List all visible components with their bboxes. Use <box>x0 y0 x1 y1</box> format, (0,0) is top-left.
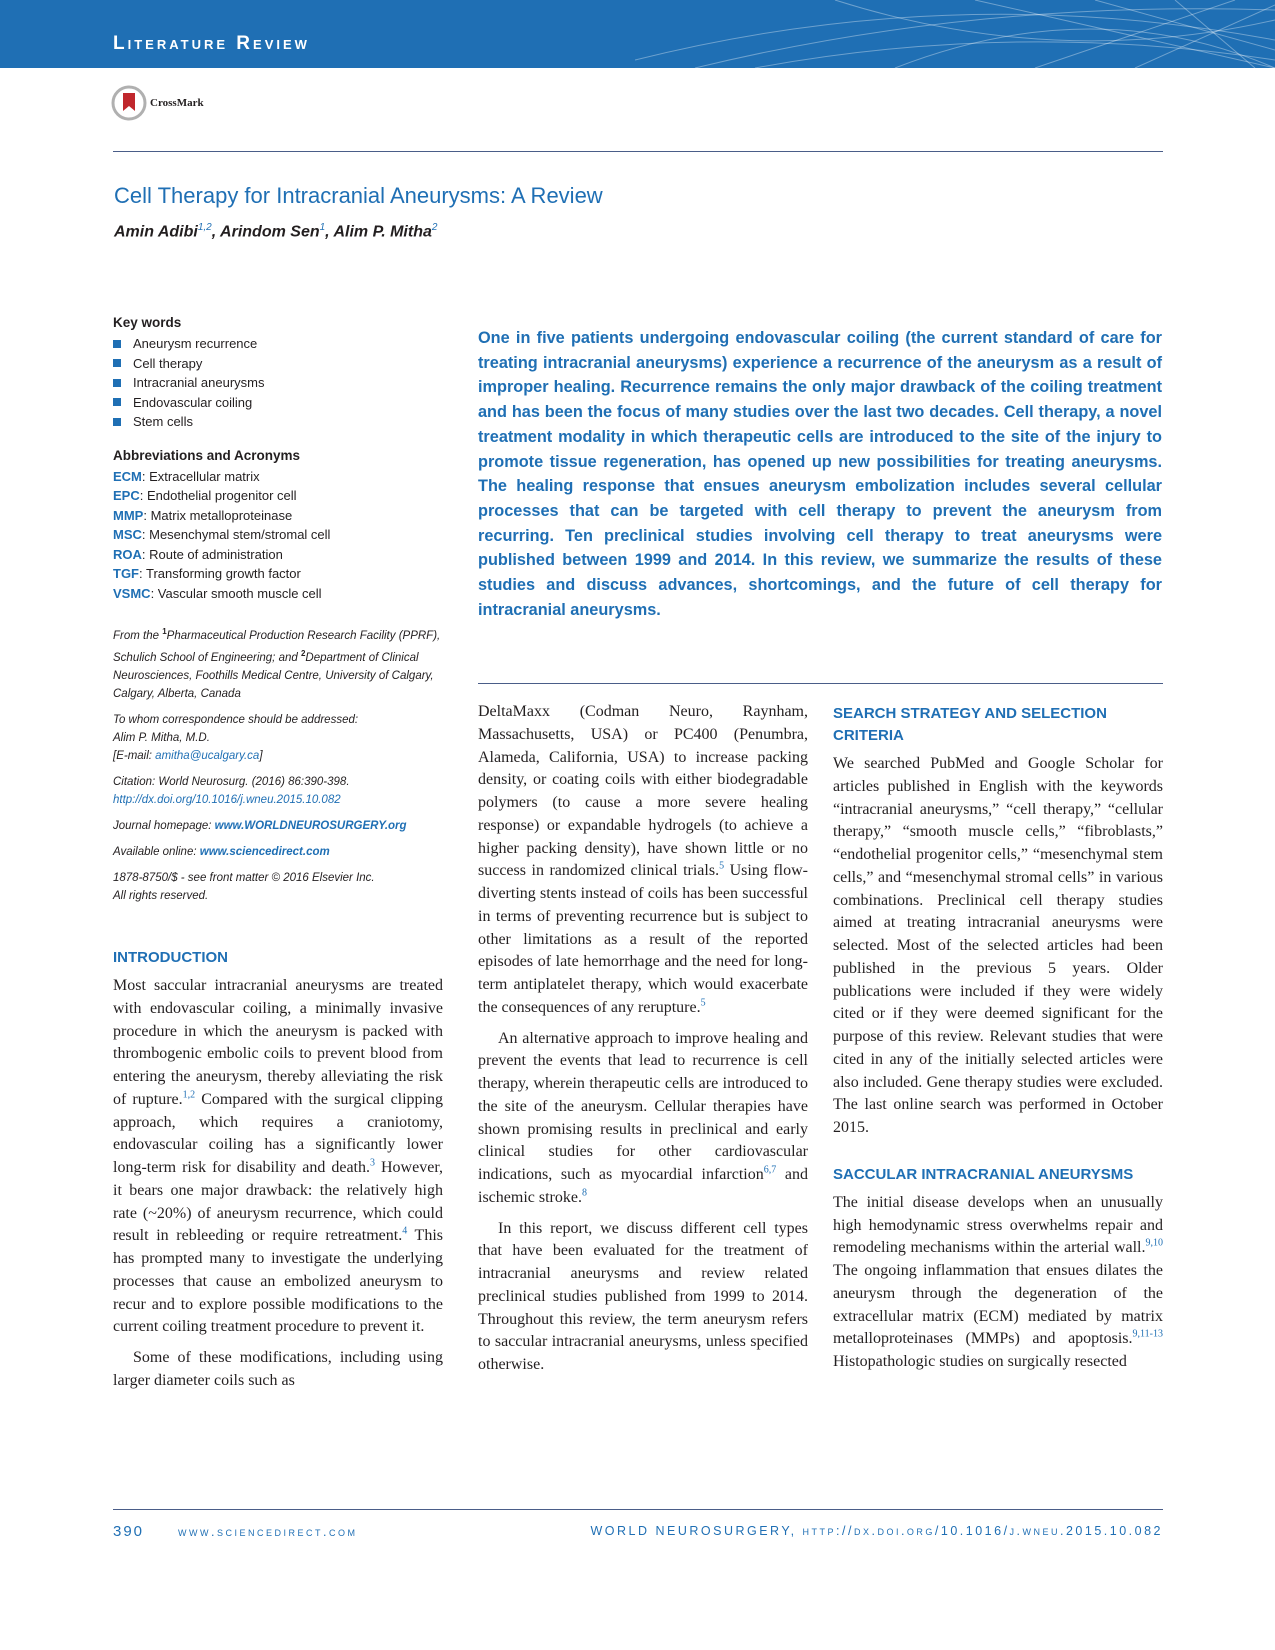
journal-homepage-label: Journal homepage: <box>113 819 215 832</box>
keyword-item <box>113 373 443 393</box>
copyright <box>113 869 443 905</box>
crossmark-label: CrossMark <box>150 97 204 109</box>
crossmark-icon <box>111 85 147 121</box>
journal-homepage-link[interactable]: www.WORLDNEUROSURGERY.org <box>214 819 407 832</box>
reference-link[interactable]: 3 <box>370 1157 376 1169</box>
abbreviation-item <box>113 545 443 565</box>
paragraph-text: DeltaMaxx (Codman Neuro, Raynham, Massachusetts, USA) or PC400 (Penumbra, Alameda, California, USA) to increase packing density, or coating coils with either biodegradable polymers (to cause a more severe healing response) or expandable hydrogels (to achieve a higher packing density), have shown little or no success in randomized clinical trials. <box>478 703 808 880</box>
bullet-square-icon <box>113 398 121 406</box>
search-strategy-heading: SEARCH STRATEGY AND SELECTION CRITERIA <box>833 705 1107 744</box>
abbreviation-key: EPC <box>113 488 140 503</box>
body-column-2 <box>478 701 808 1377</box>
reference-link[interactable]: 4 <box>402 1225 408 1237</box>
abbreviation-value: : Matrix metalloproteinase <box>143 507 293 523</box>
sciencedirect-link[interactable]: www.sciencedirect.com <box>199 845 330 858</box>
footer-journal-citation <box>590 1524 1163 1538</box>
copyright-line: 1878-8750/$ - see front matter © 2016 Elsevier Inc. <box>113 871 375 884</box>
footer-journal-name: WORLD NEUROSURGERY <box>590 1524 791 1538</box>
available-online-label: Available online: <box>113 845 200 858</box>
author-affiliation-ref: 1,2 <box>197 222 212 233</box>
affiliation-text: Department of Clinical Neurosciences, Foothills Medical Centre, University of Calgary, Calgary, Alberta, Canada <box>113 651 434 700</box>
paragraph-text: Histopathologic studies on surgically resected <box>833 1353 1127 1370</box>
keyword-item <box>113 393 443 413</box>
paragraph: We searched PubMed and Google Scholar for articles published in English with the keywords “intracranial aneurysms,” “cell therapy,” “cellular therapy,” “smooth muscle cells,” “fibroblasts,” “endothelial progenitor cells,” “mesenchymal stem cells,” and “mesenchymal stromal cells” in various combinations. Preclinical cell therapy studies aimed at treating intracranial aneurysms were selected. Most of the selected articles had been published in the previous 5 years. Older publications were included if they were widely cited or if they were deemed significant for the purpose of this review. Relevant studies that were cited in any of the initially selected articles were also included. Gene therapy studies were excluded. The last online search was performed in October 2015. <box>833 755 1163 1136</box>
paragraph-text: The initial disease develops when an unusually high hemodynamic stress overwhelms repair and remodeling mechanisms within the arterial wall. <box>833 1193 1163 1257</box>
article-title: Cell Therapy for Intracranial Aneurysms: A Review <box>114 183 603 208</box>
footer-doi-link[interactable]: http://dx.doi.org/10.1016/j.wneu.2015.10.082 <box>802 1524 1163 1538</box>
correspondence-name: Alim P. Mitha, M.D. <box>113 731 210 744</box>
abbreviation-key: TGF <box>113 566 139 581</box>
abbreviation-item <box>113 467 443 487</box>
correspondence-line: To whom correspondence should be addressed: <box>113 713 359 726</box>
footer-rule <box>113 1509 1163 1510</box>
header-mesh-graphic <box>635 0 1275 68</box>
bullet-square-icon <box>113 359 121 367</box>
affiliation-text: From the <box>113 629 163 642</box>
abbreviation-key: ECM <box>113 468 142 484</box>
abbreviation-key: MSC <box>113 527 142 542</box>
abbreviation-key: ROA <box>113 546 142 562</box>
section-label: Literature Review <box>113 33 310 54</box>
footer-sciencedirect-link[interactable]: www.sciencedirect.com <box>178 1525 358 1539</box>
bullet-square-icon <box>113 418 121 426</box>
paragraph <box>478 1028 808 1210</box>
author-separator: , <box>211 223 221 241</box>
abstract: One in five patients undergoing endovascular coiling (the current standard of care for treating intracranial aneurysms) experience a recurrence of the aneurysm as a result of improper healing. Recurrence remains the only major drawback of the coiling treatment and has been the focus of many studies over the last two decades. Cell therapy, a novel treatment modality in which therapeutic cells are introduced to the site of the injury to promote tissue regeneration, has opened up new possibilities for treating aneurysms. The healing response that ensues aneurysm embolization includes several cellular processes that can be targeted with cell therapy to prevent the aneurysm from recurring. Ten preclinical studies involving cell therapy to treat aneurysms were published between 1999 and 2014. In this review, we summarize the results of these studies and discuss advances, shortcomings, and the future of cell therapy for intracranial aneurysms. <box>478 329 1162 619</box>
keyword-item <box>113 412 443 432</box>
reference-link[interactable]: 5 <box>700 997 706 1009</box>
author-name: Amin Adibi <box>114 223 198 241</box>
author-affiliation-ref: 1 <box>319 222 326 233</box>
affiliation <box>113 623 443 703</box>
abbreviation-item <box>113 584 443 604</box>
abbreviation-value: : Endothelial progenitor cell <box>139 488 297 503</box>
paragraph-text: Compared with the surgical clipping approach, which requires a craniotomy, endovascular coiling has a significantly lower long-term risk for disability and death. <box>113 1090 444 1176</box>
abbreviation-item <box>113 506 443 526</box>
header-rule <box>113 151 1163 152</box>
footer-separator: , <box>790 1524 803 1538</box>
body-column-3 <box>833 703 1163 1374</box>
paragraph <box>478 701 808 1020</box>
introduction-heading: INTRODUCTION <box>113 949 228 966</box>
reference-link[interactable]: 8 <box>581 1187 587 1199</box>
author-affiliation-ref: 2 <box>431 222 438 233</box>
bullet-square-icon <box>113 340 121 348</box>
reference-link[interactable]: 1,2 <box>182 1089 196 1101</box>
affiliation-text: Pharmaceutical Production Research Facility (PPRF), Schulich School of Engineering; and <box>113 629 441 664</box>
author-separator: , <box>325 223 334 241</box>
paragraph-text: An alternative approach to improve healing and prevent the events that lead to recurrence is cell therapy, wherein therapeutic cells are introduced to the site of the aneurysm. Cellular therapies have shown promising results in preclinical and early clinical studies for other cardiovascular indications, such as myocardial infarction <box>478 1029 808 1183</box>
paragraph-text: Most saccular intracranial aneurysms are treated with endovascular coiling, a minimally invasive procedure in which the aneurysm is packed with thrombogenic embolic coils to prevent blood from entering the aneurysm, thereby alleviating the risk of rupture. <box>113 977 443 1108</box>
available-online <box>113 843 443 861</box>
paragraph: Some of these modifications, including using larger diameter coils such as <box>113 1349 443 1389</box>
keyword-text: Cell therapy <box>133 355 203 371</box>
reference-link[interactable]: 9,10 <box>1145 1237 1163 1249</box>
keyword-text: Endovascular coiling <box>133 394 253 410</box>
email-suffix: ] <box>259 749 263 762</box>
abbreviation-item <box>113 486 443 506</box>
copyright-line: All rights reserved. <box>113 889 209 902</box>
bullet-square-icon <box>113 379 121 387</box>
journal-homepage <box>113 817 443 835</box>
keyword-text: Aneurysm recurrence <box>133 336 258 352</box>
author-list <box>114 222 437 241</box>
affiliation-marker: 1 <box>162 627 167 636</box>
body-column-1 <box>113 947 443 1393</box>
abbreviation-value: : Vascular smooth muscle cell <box>150 585 322 601</box>
paragraph <box>833 1192 1163 1374</box>
keyword-item <box>113 354 443 374</box>
abbreviation-item <box>113 525 443 545</box>
abbreviation-item <box>113 564 443 584</box>
paragraph <box>113 975 443 1339</box>
citation <box>113 773 443 809</box>
abbreviation-value: : Route of administration <box>141 546 283 562</box>
paragraph-text: and ischemic stroke. <box>478 1166 808 1206</box>
affiliation-marker: 2 <box>300 648 306 658</box>
keyword-text: Stem cells <box>133 414 193 430</box>
paragraph-text: The ongoing inflammation that ensues dilates the aneurysm through the degeneration of the extracellular matrix (ECM) mediated by matrix metalloproteinases (MMPs) and apoptosis. <box>833 1262 1163 1348</box>
paragraph-text: Using flow-diverting stents instead of coils has been successful in terms of preventing recurrence but is subject to other limitations as a result of the reported episodes of late hemorrhage and the need for long-term antiplatelet therapy, which would exacerbate the consequences of any rerupture. <box>478 862 809 1016</box>
abstract-rule <box>478 683 1163 684</box>
abbreviations-heading: Abbreviations and Acronyms <box>113 447 301 463</box>
keywords-heading: Key words <box>113 315 182 330</box>
abbreviation-key: MMP <box>113 507 144 523</box>
author-name: Arindom Sen <box>220 223 320 241</box>
paragraph-text: This has prompted many to investigate the underlying processes that cause an embolized aneurysm to recur and to explore possible modifications to the current coiling treatment procedure to prevent it. <box>113 1227 443 1336</box>
doi-link[interactable]: http://dx.doi.org/10.1016/j.wneu.2015.10.082 <box>113 793 341 806</box>
crossmark-link[interactable] <box>111 85 204 121</box>
abbreviation-key: VSMC <box>113 585 151 601</box>
paragraph: In this report, we discuss different cell types that have been evaluated for the treatment of intracranial aneurysms and review related preclinical studies published from 1999 to 2014. Throughout this review, the term aneurysm refers to saccular intracranial aneurysms, unless specified otherwise. <box>478 1219 808 1373</box>
abbreviation-value: : Transforming growth factor <box>139 566 301 581</box>
email-prefix: [E-mail: <box>113 749 156 762</box>
keyword-item <box>113 334 443 354</box>
page-footer <box>113 1523 1163 1540</box>
abbreviation-value: : Extracellular matrix <box>141 468 260 484</box>
keyword-text: Intracranial aneurysms <box>133 375 265 391</box>
reference-link[interactable]: 9,11-13 <box>1132 1328 1163 1340</box>
reference-link[interactable]: 5 <box>719 860 725 872</box>
header-band <box>0 0 1275 68</box>
reference-link[interactable]: 6,7 <box>763 1164 777 1176</box>
abbreviation-value: : Mesenchymal stem/stromal cell <box>141 527 331 542</box>
page-number: 390 <box>113 1523 145 1540</box>
author-name: Alim P. Mitha <box>333 223 432 241</box>
paragraph-text: However, it bears one major drawback: the relatively high rate (~20%) of aneurysm recurrence, which could result in rebleeding or require retreatment. <box>113 1159 444 1245</box>
citation-text: Citation: World Neurosurg. (2016) 86:390-398. <box>113 775 350 788</box>
correspondence <box>113 711 443 765</box>
saccular-aneurysms-heading: SACCULAR INTRACRANIAL ANEURYSMS <box>833 1165 1134 1183</box>
email-link[interactable]: amitha@ucalgary.ca <box>155 749 260 762</box>
article-sidebar <box>113 315 443 905</box>
